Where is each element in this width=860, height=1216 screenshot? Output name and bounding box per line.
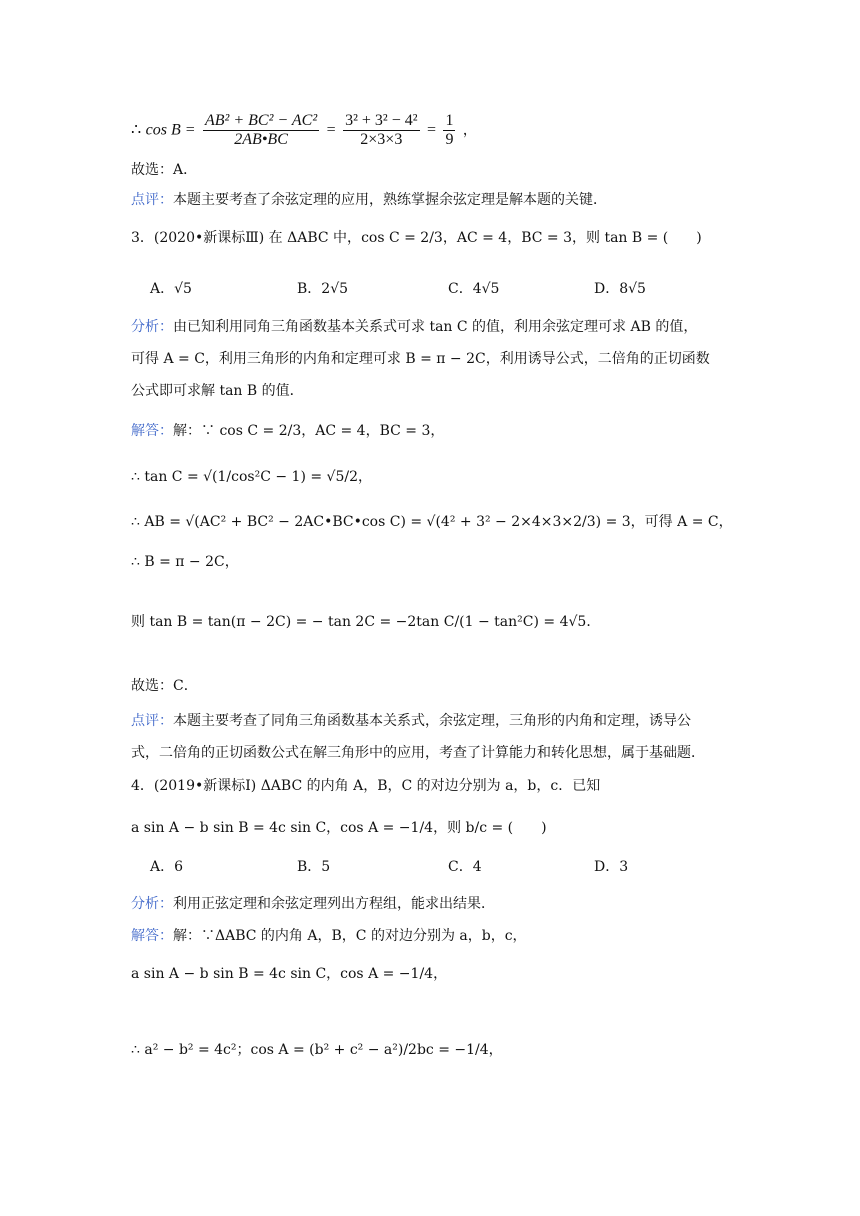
q4-stem-line-1: 4．(2019•新课标Ⅰ) ΔABC 的内角 A，B，C 的对边分别为 a，b，c．已知 [131, 778, 601, 794]
q3-solution-line-3: ∴ AB = √(AC² + BC² − 2AC•BC•cos C) = √(4² + 3² − 2×4×3×2/3) = 3，可得 A = C， [131, 514, 733, 530]
q4-option-c[interactable]: C．4 [448, 859, 482, 875]
q4-option-d[interactable]: D．3 [594, 859, 629, 875]
q3-solution-line-5: 则 tan B = tan(π − 2C) = − tan 2C = −2tan C/(1 − tan²C) = 4√5． [131, 614, 601, 630]
comment-label: 点评： [131, 713, 173, 729]
q3-option-d[interactable]: D．8√5 [594, 281, 646, 297]
analysis-label: 分析： [131, 319, 173, 335]
cosB-fraction-2: $\frac{\text{3² + 3² − 4²}}{2\times 3\times 3}$ [345, 112, 418, 148]
q3-option-c[interactable]: C．4√5 [448, 281, 500, 297]
q3-analysis-line-2: 可得 A = C，利用三角形的内角和定理可求 B = π − 2C，利用诱导公式，二倍角的正切函数 [131, 351, 710, 367]
q3-option-a[interactable]: A．√5 [150, 281, 192, 297]
analysis-label: 分析： [131, 896, 173, 912]
q3-analysis-line-3: 公式即可求解 tan B 的值． [131, 383, 304, 399]
q4-option-a[interactable]: A．6 [150, 859, 184, 875]
q3-solution-line-2: ∴ tan C = √(1/cos²C − 1) = √5/2， [131, 469, 373, 485]
q3-option-b[interactable]: B．2√5 [297, 281, 349, 297]
cosB-formula-line: ∴ cos B = $\frac{\text{AB² + BC² − AC²}}{2AB•BC}$ = $\frac{\text{3² + 3² − 4²}}{2\times 3\times 3}$ = $\frac{1}{9}$ ， [131, 112, 477, 148]
q3-stem: 3．(2020•新课标Ⅲ) 在 ΔABC 中，cos C = 2/3，AC = 4，BC = 3，则 tan B = ( ) [131, 230, 702, 246]
q3-analysis-line-1: 分析：由已知利用同角三角函数基本关系式可求 tan C 的值，利用余弦定理可求 AB 的值， [131, 319, 698, 335]
q4-solution-line-2: a sin A − b sin B = 4c sin C，cos A = −1/4， [131, 966, 448, 982]
q3-answer: 故选：C． [131, 678, 198, 694]
q4-analysis: 分析：利用正弦定理和余弦定理列出方程组，能求出结果． [131, 896, 495, 912]
q2-comment: 点评：本题主要考查了余弦定理的应用，熟练掌握余弦定理是解本题的关键． [131, 192, 607, 208]
cosB-result: $\frac{1}{9}$ [445, 112, 454, 148]
q4-stem-line-2: a sin A − b sin B = 4c sin C，cos A = −1/4，则 b/c = ( ) [131, 820, 547, 836]
solution-label: 解答： [131, 928, 173, 944]
comment-label: 点评： [131, 192, 173, 208]
q3-solution-line-4: ∴ B = π − 2C， [131, 554, 239, 570]
cosB-fraction-1: $\frac{\text{AB² + BC² − AC²}}{2AB•BC}$ [205, 112, 318, 148]
solution-label: 解答： [131, 423, 173, 439]
q2-answer: 故选：A． [131, 162, 198, 178]
q4-solution-line-1: 解答：解：∵ΔABC 的内角 A，B，C 的对边分别为 a，b，c， [131, 928, 527, 944]
q3-solution-line-1: 解答：解：∵ cos C = 2/3，AC = 4，BC = 3， [131, 423, 445, 439]
q3-comment-line-1: 点评：本题主要考查了同角三角函数基本关系式，余弦定理，三角形的内角和定理，诱导公 [131, 713, 691, 729]
q4-option-b[interactable]: B．5 [297, 859, 331, 875]
q4-solution-line-3: ∴ a² − b² = 4c²；cos A = (b² + c² − a²)/2bc = −1/4， [131, 1042, 503, 1058]
q3-comment-line-2: 式，二倍角的正切函数公式在解三角形中的应用，考查了计算能力和转化思想，属于基础题． [131, 745, 705, 761]
